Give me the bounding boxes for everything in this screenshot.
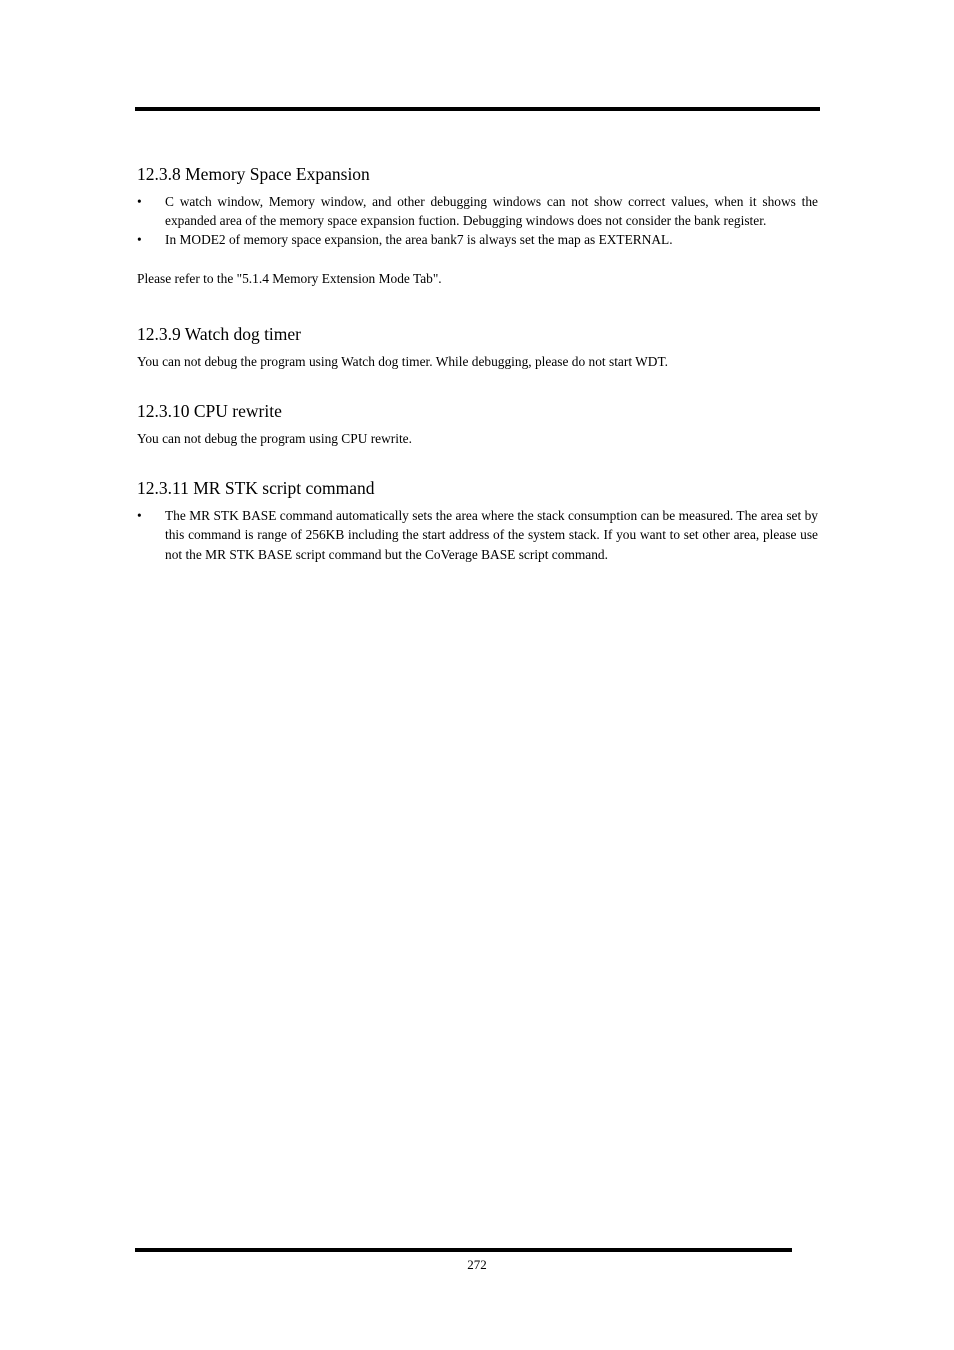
list-item-text: In MODE2 of memory space expansion, the area bank7 is always set the map as EXTERNAL. [165,232,673,248]
section-heading: 12.3.11 MR STK script command [137,478,375,499]
bullet-icon: • [137,508,142,524]
spacer [137,250,818,269]
section-body: You can not debug the program using Watch dog timer. While debugging, please do not start WDT. [137,353,668,369]
list-item-text: C watch window, Memory window, and other debugging windows can not show correct values, when it shows the expanded area of the memory space expansion fuction. Debugging windows does not consider the bank register. [165,194,818,229]
bullet-list [137,192,818,250]
page-number: 272 [467,1257,487,1272]
bullet-icon: • [137,232,142,248]
section-mr-stk-script-command [137,476,818,564]
section-cpu-rewrite [137,399,818,448]
header-rule [135,107,820,111]
list-item [137,192,818,230]
footer-rule [135,1248,792,1252]
list-item [137,230,818,249]
page-content [137,162,818,592]
section-watch-dog-timer [137,322,818,371]
section-heading: 12.3.8 Memory Space Expansion [137,164,370,184]
section-body: You can not debug the program using CPU rewrite. [137,431,412,447]
section-heading: 12.3.10 CPU rewrite [137,401,282,422]
bullet-list [137,506,818,564]
list-item-text: The MR STK BASE command automatically sets the area where the stack consumption can be measured. The area set by this command is range of 256KB including the start address of the system stack. If you want to set other area, please use not the MR STK BASE script command but the CoVerage BASE script command. [165,508,818,562]
section-heading: 12.3.9 Watch dog timer [137,323,302,344]
section-memory-space-expansion [137,162,818,288]
reference-note: Please refer to the "5.1.4 Memory Extension Mode Tab". [137,270,442,286]
bullet-icon: • [137,194,142,209]
list-item [137,506,818,564]
